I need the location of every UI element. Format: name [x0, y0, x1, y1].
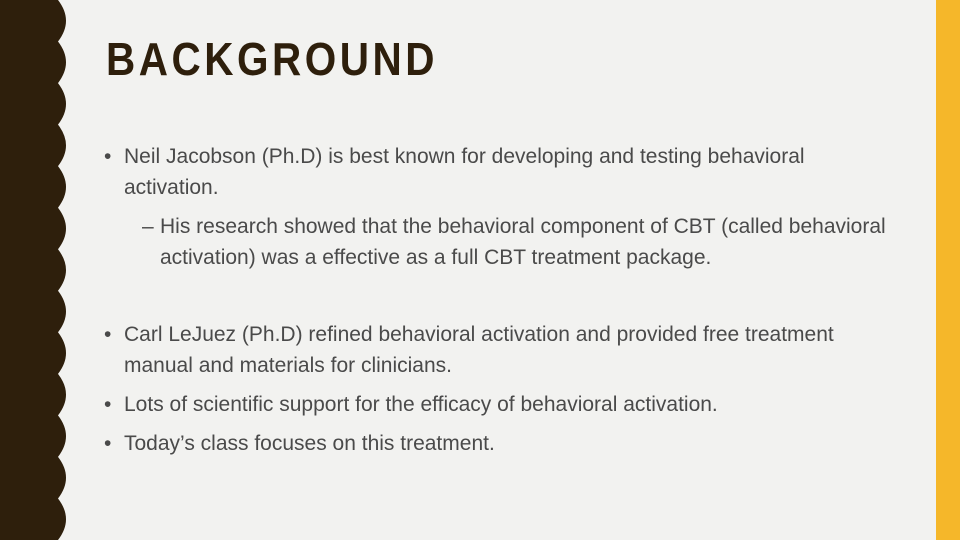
bullet-marker: •: [104, 432, 112, 455]
bullet-item: [104, 428, 904, 459]
bullet-text: Neil Jacobson (Ph.D) is best known for developing and testing behavioral activation.: [124, 145, 805, 199]
sub-bullet-marker: –: [142, 215, 154, 238]
slide-title: BACKGROUND: [106, 33, 439, 85]
bullet-text: Today’s class focuses on this treatment.: [124, 432, 495, 455]
sub-bullet-item: [104, 211, 904, 273]
bullet-item: [104, 141, 904, 203]
bullet-item: [104, 319, 904, 381]
bullet-marker: •: [104, 323, 112, 346]
accent-bar: [936, 0, 960, 540]
sub-bullet-text: His research showed that the behavioral component of CBT (called behavioral activation) was a effective as a full CBT treatment package.: [160, 215, 886, 269]
bullet-marker: •: [104, 145, 112, 168]
bullet-text: Carl LeJuez (Ph.D) refined behavioral activation and provided free treatment manual and materials for clinicians.: [124, 323, 834, 377]
wavy-left-border: [0, 0, 80, 540]
bullet-list: [104, 141, 904, 459]
bullet-item: [104, 389, 904, 420]
bullet-marker: •: [104, 393, 112, 416]
bullet-text: Lots of scientific support for the efficacy of behavioral activation.: [124, 393, 718, 416]
